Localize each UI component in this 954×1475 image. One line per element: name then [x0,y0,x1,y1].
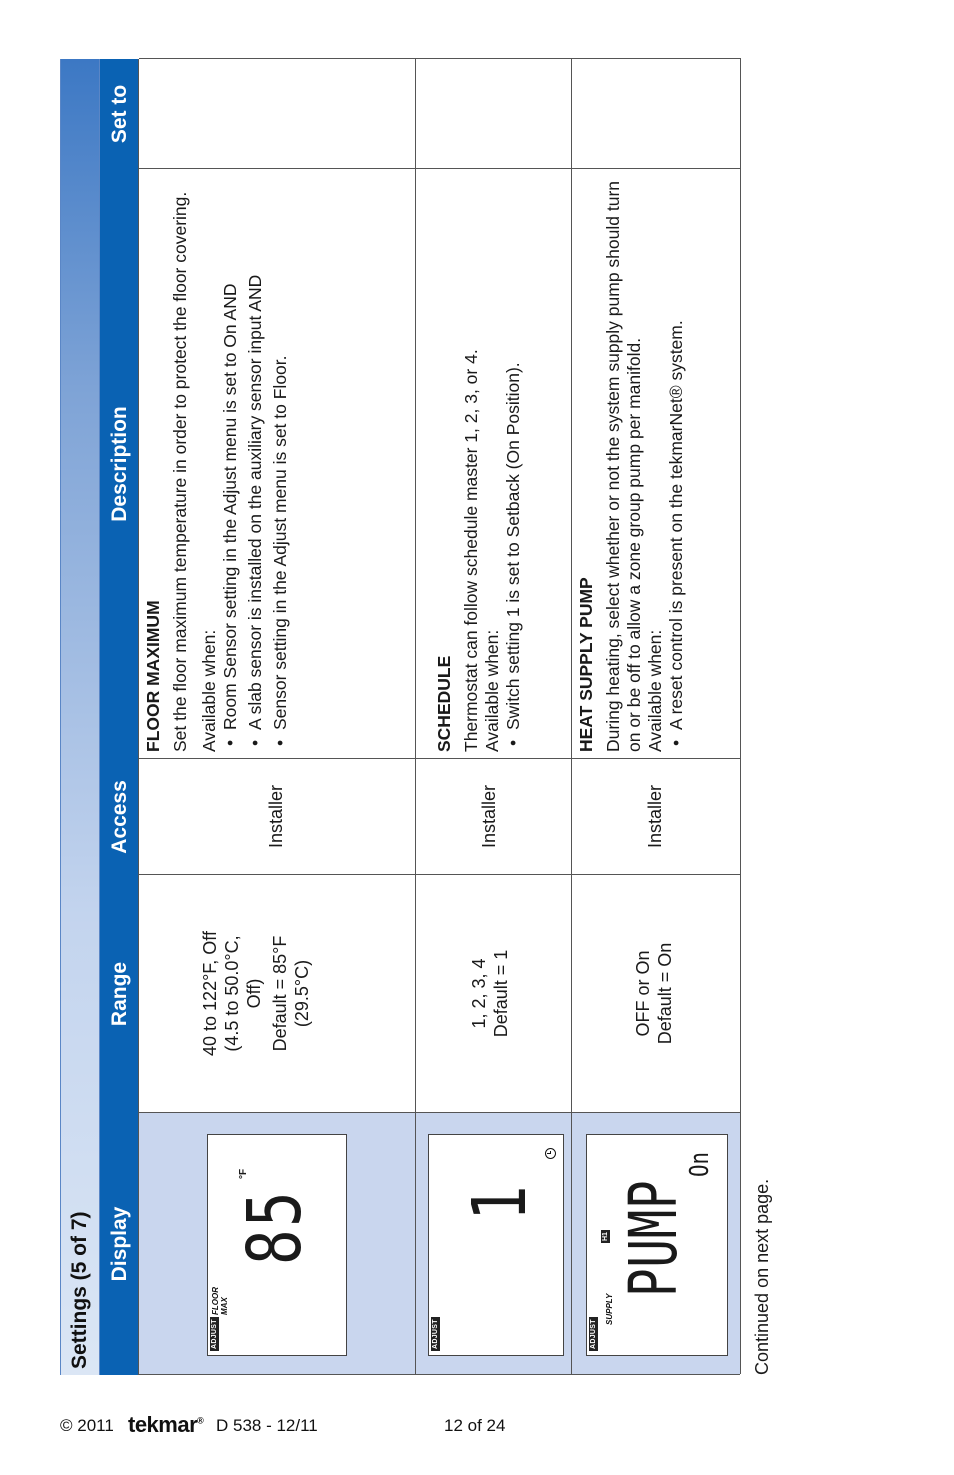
table-row-2-description: SCHEDULE Thermostat can follow schedule master 1, 2, 3, or 4. Available when: • Switch setting 1 is set to Setback (On Position). [416,168,572,758]
table-row-1-set-to[interactable] [139,58,416,168]
heading-floor-maximum: FLOOR MAXIMUM [143,600,163,752]
table-row-1-description: FLOOR MAXIMUM Set the floor maximum temperature in order to protect the floor covering. Available when: • Room Sensor setting in the Adjust menu is set to On AND • A slab sensor is installed on the auxiliary sensor input AND • Sensor setting in the Adjust menu is set to Floor. [139,168,416,758]
table-row-1-range: 40 to 122°F, Off (4.5 to 50.0°C, Off) Default = 85°F (29.5°C) [139,874,416,1112]
table-row-2-set-to[interactable] [416,58,572,168]
lcd-unit: °F [238,1168,249,1179]
table-row-2-access: Installer [416,758,572,874]
header-range: Range [100,875,138,1113]
header-display: Display [100,1113,138,1375]
footer-doc-number: D 538 - 12/11 [216,1416,318,1435]
title-strip [60,59,100,1375]
table-row-1-display [139,1112,416,1374]
table-row-3-access: Installer [572,758,741,874]
heading-schedule: SCHEDULE [434,655,454,752]
table-row-3-range: OFF or On Default = On [572,874,741,1112]
table-row-1-access: Installer [139,758,416,874]
page-title: Settings (5 of 7) [68,1211,91,1369]
table-row-3-display [572,1112,741,1374]
heading-heat-supply-pump: HEAT SUPPLY PUMP [576,577,596,752]
settings-table [138,59,740,1375]
adjust-tag: ADJUST [432,1319,439,1349]
adjust-tag: ADJUST [590,1319,597,1349]
clock-icon [545,1148,556,1159]
lcd-state: On [685,1151,715,1177]
footer-copyright: © 2011 [60,1416,114,1435]
header-description: Description [100,169,138,759]
lcd-value: 85 [232,1188,318,1265]
table-row-2-range: 1, 2, 3, 4 Default = 1 [416,874,572,1112]
header-set-to: Set to [100,59,138,169]
lcd-heat-supply-pump [586,1134,728,1356]
header-access: Access [100,759,138,875]
table-row-3-description: HEAT SUPPLY PUMP During heating, select whether or not the system supply pump should turn on or be off to allow a zone group pump per manifold. Available when: • A reset control is present on the tekmarNet® system. [572,168,741,758]
footer-brand-logo: tekmar® [128,1412,204,1437]
footer-page-number: 12 of 24 [444,1416,506,1435]
lcd-value: PUMP [615,1179,692,1297]
table-row-2-display [416,1112,572,1374]
lcd-floor-max [207,1134,347,1356]
lcd-schedule [428,1134,564,1356]
lcd-label: FLOOR MAX [211,1287,229,1315]
lcd-label: SUPPLY [605,1293,614,1325]
continued-note: Continued on next page. [752,1178,772,1375]
lcd-value: 1 [457,1185,543,1221]
table-row-3-set-to[interactable] [572,58,741,168]
h1-badge: H1 [602,1232,609,1241]
adjust-tag: ADJUST [211,1319,218,1349]
